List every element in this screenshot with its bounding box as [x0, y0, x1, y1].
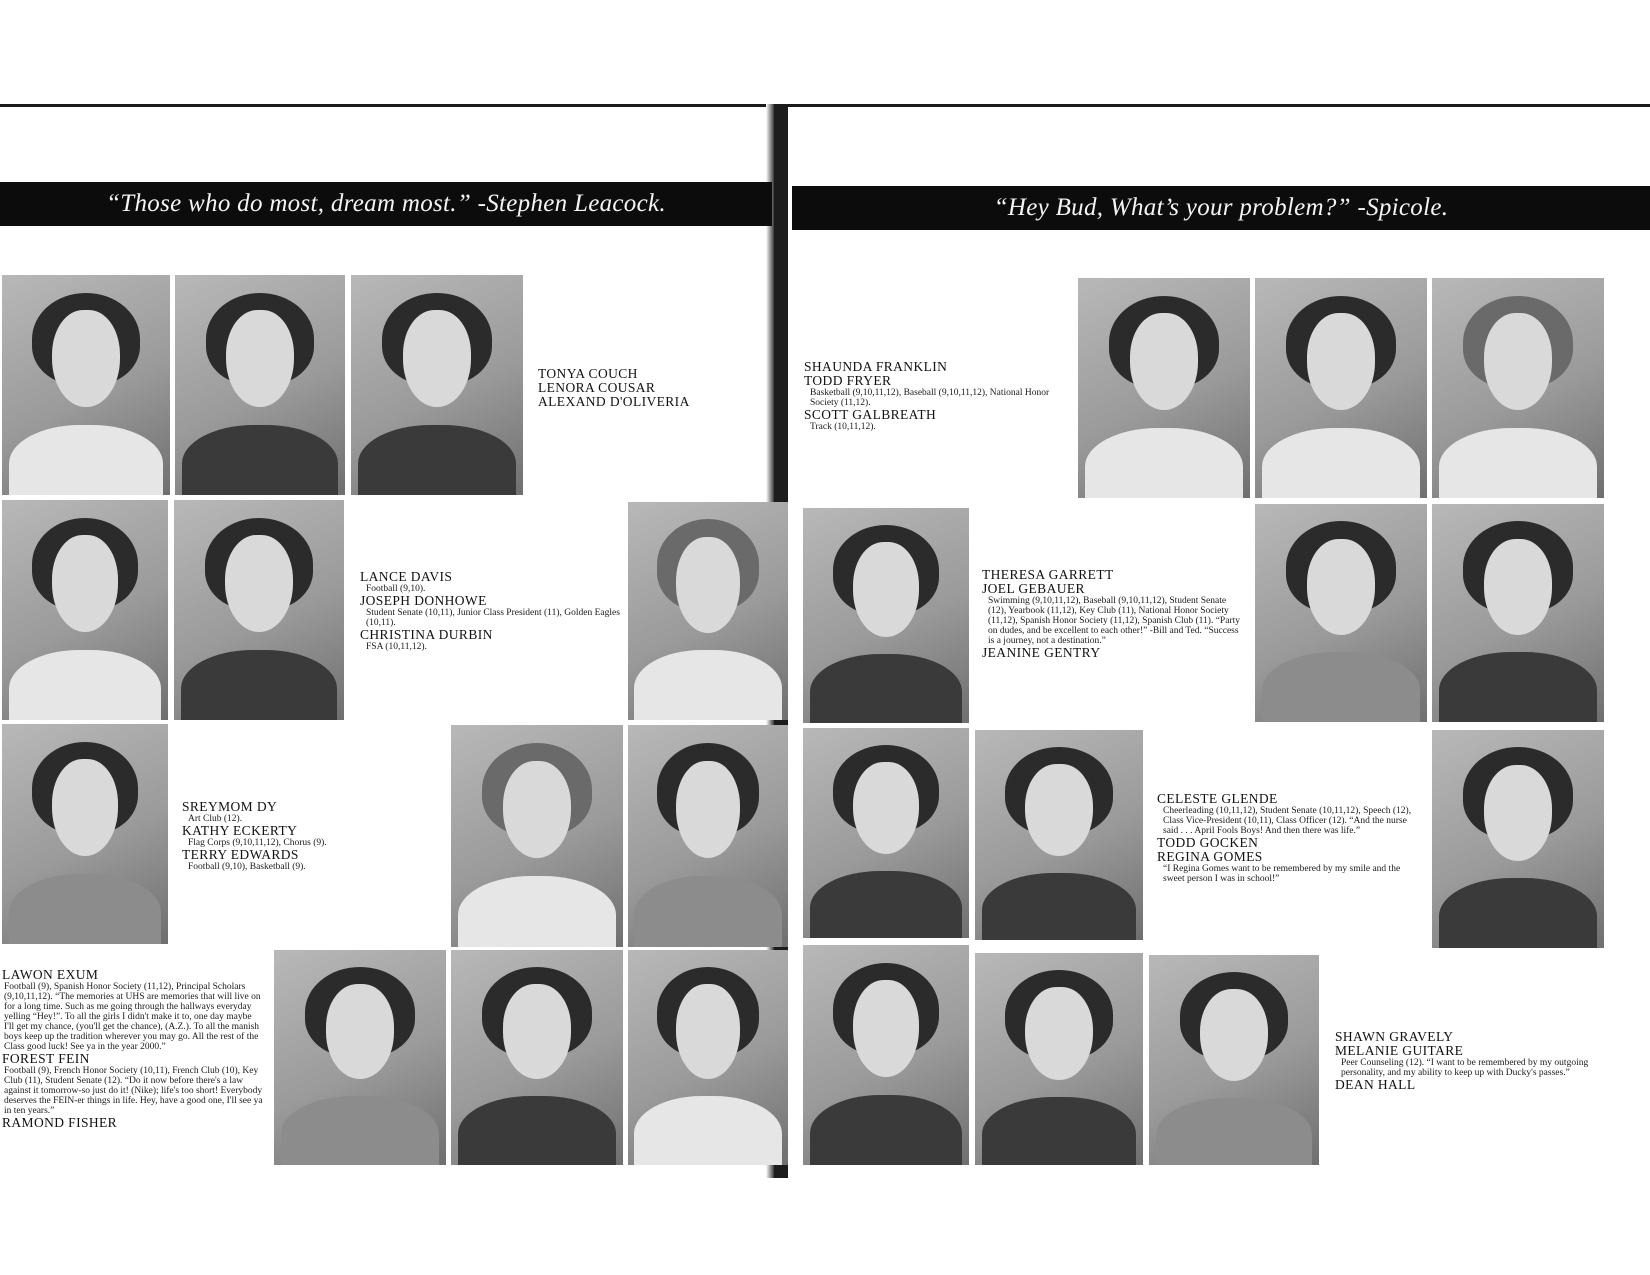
portrait-photo [1078, 278, 1250, 498]
student-activities: Basketball (9,10,11,12), Baseball (9,10,11,12), National Honor Society (11,12). [810, 388, 1050, 408]
student-name: SCOTT GALBREATH [804, 407, 937, 422]
portrait-photo [975, 953, 1143, 1165]
portrait-photo [1432, 730, 1604, 948]
student-name: MELANIE GUITARE [1335, 1043, 1464, 1058]
student-name: SHAUNDA FRANKLIN [804, 359, 948, 374]
student-name: TERRY EDWARDS [182, 847, 299, 862]
portrait-photo [1432, 504, 1604, 722]
student-activities: Football (9), Spanish Honor Society (11,12), Principal Scholars (9,10,11,12). “The memories at UHS are memories that will live on for a long time. Such as me going through the hallways everyday yelling “Hey!”. To all the girls I didn't make it to, one day maybe I'll get my chance, (you'll get the chance), (A.Z.). To all the manish boys keep up the tradition wherever you may go. All the rest of the Class good luck! See ya in the year 2000.” [4, 982, 261, 1052]
right-banner-quote: “Hey Bud, What’s your problem?” -Spicole. [792, 186, 1650, 230]
student-name: LAWON EXUM [2, 967, 99, 982]
caption-group-dy [182, 800, 422, 872]
student-name: CHRISTINA DURBIN [360, 627, 493, 642]
portrait-photo [2, 500, 168, 720]
portrait-photo [1255, 504, 1427, 722]
student-name: JOEL GEBAUER [982, 581, 1085, 596]
page-top-edge [0, 104, 1650, 107]
portrait-photo [803, 508, 969, 723]
caption-group-garrett [982, 568, 1240, 660]
student-name: THERESA GARRETT [982, 567, 1114, 582]
portrait-photo [351, 275, 523, 495]
portrait-photo [174, 500, 344, 720]
student-activities: Track (10,11,12). [810, 422, 876, 432]
student-name: FOREST FEIN [2, 1051, 90, 1066]
portrait-photo [175, 275, 345, 495]
portrait-photo [1255, 278, 1427, 498]
student-name: KATHY ECKERTY [182, 823, 298, 838]
student-name: LANCE DAVIS [360, 569, 453, 584]
student-activities: Peer Counseling (12). “I want to be remembered by my outgoing personality, and my ability to keep up with Ducky's passes.” [1341, 1058, 1589, 1078]
portrait-photo [2, 275, 170, 495]
student-activities: Football (9), French Honor Society (10,11), French Club (10), Key Club (11), Student Senate (12). “Do it now before there's a law against it tomorrow-so just do it! (Nike); life's too short! Everybody deserves the FEIN-er things in life. Hey, have a good one, I'll see ya in ten years.” [4, 1066, 263, 1116]
caption-group-davis [360, 570, 622, 652]
student-activities: Football (9,10), Basketball (9). [188, 862, 306, 872]
student-name: JEANINE GENTRY [982, 645, 1101, 660]
portrait-photo [274, 950, 446, 1165]
student-name: DEAN HALL [1335, 1077, 1416, 1092]
student-name: TODD FRYER [804, 373, 892, 388]
student-name: JOSEPH DONHOWE [360, 593, 487, 608]
portrait-photo [1432, 278, 1604, 498]
student-name: TONYA COUCH [538, 366, 638, 381]
caption-group-glende [1157, 792, 1419, 884]
student-name: RAMOND FISHER [2, 1115, 118, 1130]
portrait-photo [1149, 955, 1319, 1165]
caption-group-exum [2, 968, 264, 1130]
portrait-photo [2, 724, 168, 944]
portrait-photo [975, 730, 1143, 940]
student-activities: Flag Corps (9,10,11,12), Chorus (9). [188, 838, 327, 848]
student-activities: FSA (10,11,12). [366, 642, 427, 652]
left-banner-quote: “Those who do most, dream most.” -Stephen Leacock. [0, 182, 772, 226]
student-name: SREYMOM DY [182, 799, 278, 814]
student-name: ALEXAND D'OLIVERIA [538, 394, 690, 409]
student-activities: Art Club (12). [188, 814, 243, 824]
student-name: TODD GOCKEN [1157, 835, 1259, 850]
student-activities: “I Regina Gomes want to be remembered by my smile and the sweet person I was in school!” [1163, 864, 1401, 884]
student-name: LENORA COUSAR [538, 380, 656, 395]
portrait-photo [628, 725, 788, 947]
portrait-photo [803, 945, 969, 1165]
caption-group-franklin [804, 360, 1066, 432]
student-activities: Student Senate (10,11), Junior Class President (11), Golden Eagles (10,11). [366, 608, 620, 628]
student-name: SHAWN GRAVELY [1335, 1029, 1454, 1044]
portrait-photo [451, 725, 623, 947]
portrait-photo [451, 950, 623, 1165]
student-activities: Cheerleading (10,11,12), Student Senate (10,11,12), Speech (12), Class Vice-President (10,11), Class Officer (12). “And the nurse said . . . April Fools Boys! And then there was life.” [1163, 806, 1412, 836]
student-name: CELESTE GLENDE [1157, 791, 1278, 806]
student-name: REGINA GOMES [1157, 849, 1263, 864]
student-activities: Football (9,10). [366, 584, 426, 594]
caption-group-couch [538, 367, 758, 409]
portrait-photo [628, 502, 788, 720]
portrait-photo [803, 728, 969, 938]
caption-group-gravely [1335, 1030, 1603, 1092]
student-activities: Swimming (9,10,11,12), Baseball (9,10,11,12), Student Senate (12), Yearbook (11,12), Key Club (11), National Honor Society (11,12), Spanish Honor Society (11,12), Spanish Club (11). “Party on dudes, and be excellent to each other!” -Bill and Ted. “Success is a journey, not a destination.” [988, 596, 1240, 646]
portrait-photo [628, 950, 788, 1165]
